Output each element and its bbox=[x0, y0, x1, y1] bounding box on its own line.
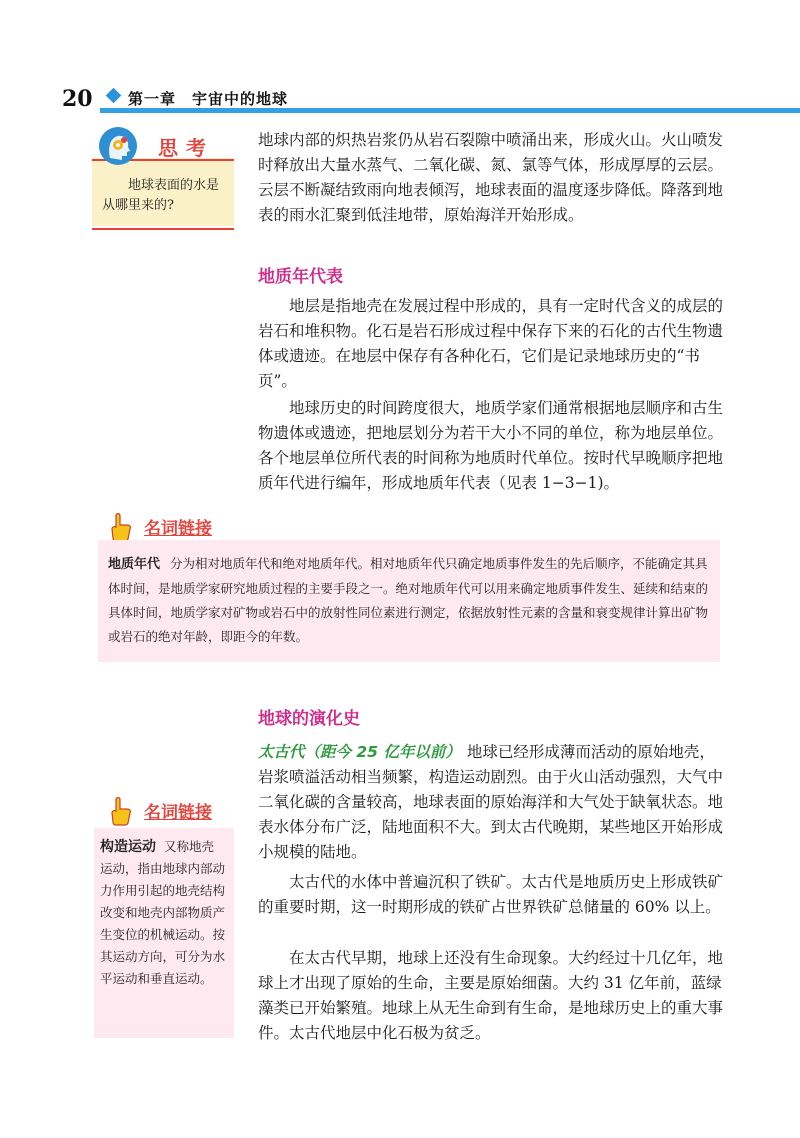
chapter-title bbox=[128, 88, 304, 109]
pointing-hand-icon bbox=[108, 512, 134, 542]
section-heading-geo-timescale: 地质年代表 bbox=[258, 267, 343, 287]
paragraph-volcano: 地球内部的炽热岩浆仍从岩石裂隙中喷涌出来，形成火山。火山喷发时释放出大量水蒸气、二氧化碳、氮、氯等气体，形成厚厚的云层。云层不断凝结致雨向地表倾泻，地球表面的温度逐步降低。降落到地表的雨水汇聚到低洼地带，原始海洋开始形成。 bbox=[258, 131, 724, 224]
paragraph-strata: 地层是指地壳在发展过程中形成的，具有一定时代含义的成层的岩石和堆积物。化石是岩石形成过程中保存下来的石化的古代生物遗体或遗迹。在地层中保存有各种化石，它们是记录地球历史的“书页”。 bbox=[258, 297, 724, 390]
glossary-term: 构造运动 bbox=[100, 839, 156, 855]
think-rule-bottom bbox=[92, 228, 234, 230]
chapter-name: 宇宙中的地球 bbox=[192, 90, 289, 108]
section-heading-evolution: 地球的演化史 bbox=[258, 709, 360, 729]
think-question: 地球表面的水是从哪里来的? bbox=[102, 178, 220, 213]
glossary-entry bbox=[108, 552, 712, 649]
diamond-icon bbox=[106, 88, 122, 104]
glossary-label: 名词链接 bbox=[144, 519, 212, 539]
archean-heading: 太古代（距今 25 亿年以前） bbox=[258, 743, 461, 761]
paragraph-archean-3: 在太古代早期，地球上还没有生命现象。大约经过十几亿年，地球上才出现了原始的生命，主要是原始细菌。大约 31 亿年前，蓝绿藻类已开始繁殖。地球上从无生命到有生命，是地球历史上的重大事件。太古代地层中化石极为贫乏。 bbox=[258, 949, 724, 1042]
paragraph-timescale: 地球历史的时间跨度很大，地质学家们通常根据地层顺序和古生物遗体或遗迹，把地层划分为若干大小不同的单位，称为地层单位。各个地层单位所代表的时间称为地质时代单位。按时代早晚顺序把地质年代进行编年，形成地质年代表（见表 1−3−1)。 bbox=[258, 399, 724, 492]
page-number: 20 bbox=[62, 86, 93, 112]
head-gears-icon bbox=[98, 126, 138, 166]
header-rule bbox=[100, 108, 800, 113]
chapter-label: 第一章 bbox=[128, 90, 177, 108]
pointing-hand-icon bbox=[108, 796, 134, 826]
think-title: 思考 bbox=[158, 136, 214, 160]
glossary-label: 名词链接 bbox=[144, 803, 212, 823]
glossary-definition: 又称地壳运动，指由地球内部动力作用引起的地壳结构改变和地壳内部物质产生变位的机械运动。按其运动方向，可分为水平运动和垂直运动。 bbox=[100, 839, 226, 986]
glossary-entry bbox=[100, 836, 226, 990]
glossary-definition: 分为相对地质年代和绝对地质年代。相对地质年代只确定地质事件发生的先后顺序，不能确定其具体时间，是地质学家研究地质过程的主要手段之一。绝对地质年代可以用来确定地质事件发生、延续和结束的具体时间，地质学家对矿物或岩石中的放射性同位素进行测定，依据放射性元素的含量和衰变规律计算出矿物或岩石的绝对年龄，即距今的年数。 bbox=[108, 556, 709, 644]
paragraph-archean-2: 太古代的水体中普遍沉积了铁矿。太古代是地质历史上形成铁矿的重要时期，这一时期形成的铁矿占世界铁矿总储量的 60% 以上。 bbox=[258, 873, 724, 916]
paragraph-archean-1 bbox=[258, 740, 728, 865]
glossary-term: 地质年代 bbox=[108, 557, 161, 572]
archean-text: 地球已经形成薄而活动的原始地壳，岩浆喷溢活动相当频繁，构造运动剧烈。由于火山活动强烈，大气中二氧化碳的含量较高，地球表面的原始海洋和大气处于缺氧状态。地表水体分布广泛，陆地面积不大。到太古代晚期，某些地区开始形成小规模的陆地。 bbox=[258, 743, 724, 861]
